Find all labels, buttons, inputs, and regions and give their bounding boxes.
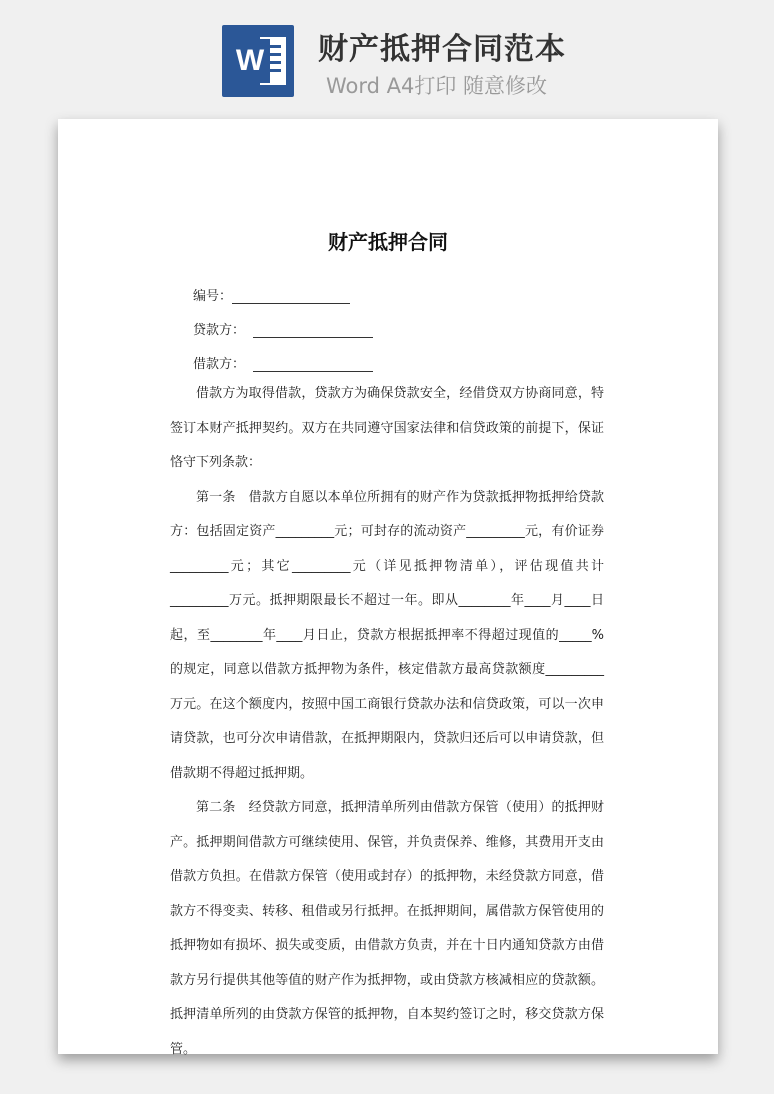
paragraph-article-2: 第二条 经贷款方同意，抵押清单所列由借款方保管（使用）的抵押财产。抵押期间借款方可继续使用、保管，并负责保养、维修，其费用开支由借款方负担。在借款方保管（使用或封存）的抵押物，未经贷款方同意，借款方不得变卖、转移、租借或另行抵押。在抵押期间，属借款方保管使用的抵押物如有损坏、损失或变质，由借款方负责，并在十日内通知贷款方由借款方另行提供其他等值的财产作为抵押物，或由贷款方核减相应的贷款额。抵押清单所列的由贷款方保管的抵押物，自本契约签订之时，移交贷款方保管。: [170, 800, 604, 1057]
field-label: 借款方：: [193, 357, 246, 372]
field-label: 编号：: [193, 289, 233, 304]
field-lender: [193, 319, 373, 338]
field-blank: [253, 323, 373, 338]
banner-title: 财产抵押合同范本: [318, 32, 566, 67]
field-blank: [253, 357, 373, 372]
paragraph-article-1: 第一条 借款方自愿以本单位所拥有的财产作为贷款抵押物抵押给贷款方：包括固定资产_________元；可封存的流动资产_________元，有价证券_________元；其它_________元（详见抵押物清单），评估现值共计_________万元。抵押期限最长不超过一年。即从________年____月____日起，至________年____月日止，贷款方根据抵押率不得超过现值的_____%的规定，同意以借款方抵押物为条件，核定借款方最高贷款额度_________万元。在这个额度内，按照中国工商银行贷款办法和信贷政策，可以一次申请贷款，也可分次申请借款，在抵押期限内，贷款归还后可以申请贷款，但借款期不得超过抵押期。: [170, 489, 604, 781]
paragraph-preamble: 借款方为取得借款，贷款方为确保贷款安全，经借贷双方协商同意，特签订本财产抵押契约。双方在共同遵守国家法律和信贷政策的前提下，保证恪守下列条款：: [170, 386, 604, 470]
field-number: [193, 285, 350, 304]
word-icon: [222, 25, 294, 97]
document-title: 财产抵押合同: [328, 230, 448, 254]
document-page: [58, 119, 718, 1057]
field-blank: [232, 289, 350, 304]
field-label: 贷款方：: [193, 323, 246, 338]
banner-subtitle: Word A4打印 随意修改: [326, 74, 548, 98]
field-borrower: [193, 353, 373, 372]
word-icon-letter: W: [230, 39, 270, 83]
document-body: [170, 377, 604, 1067]
banner: [0, 0, 774, 118]
